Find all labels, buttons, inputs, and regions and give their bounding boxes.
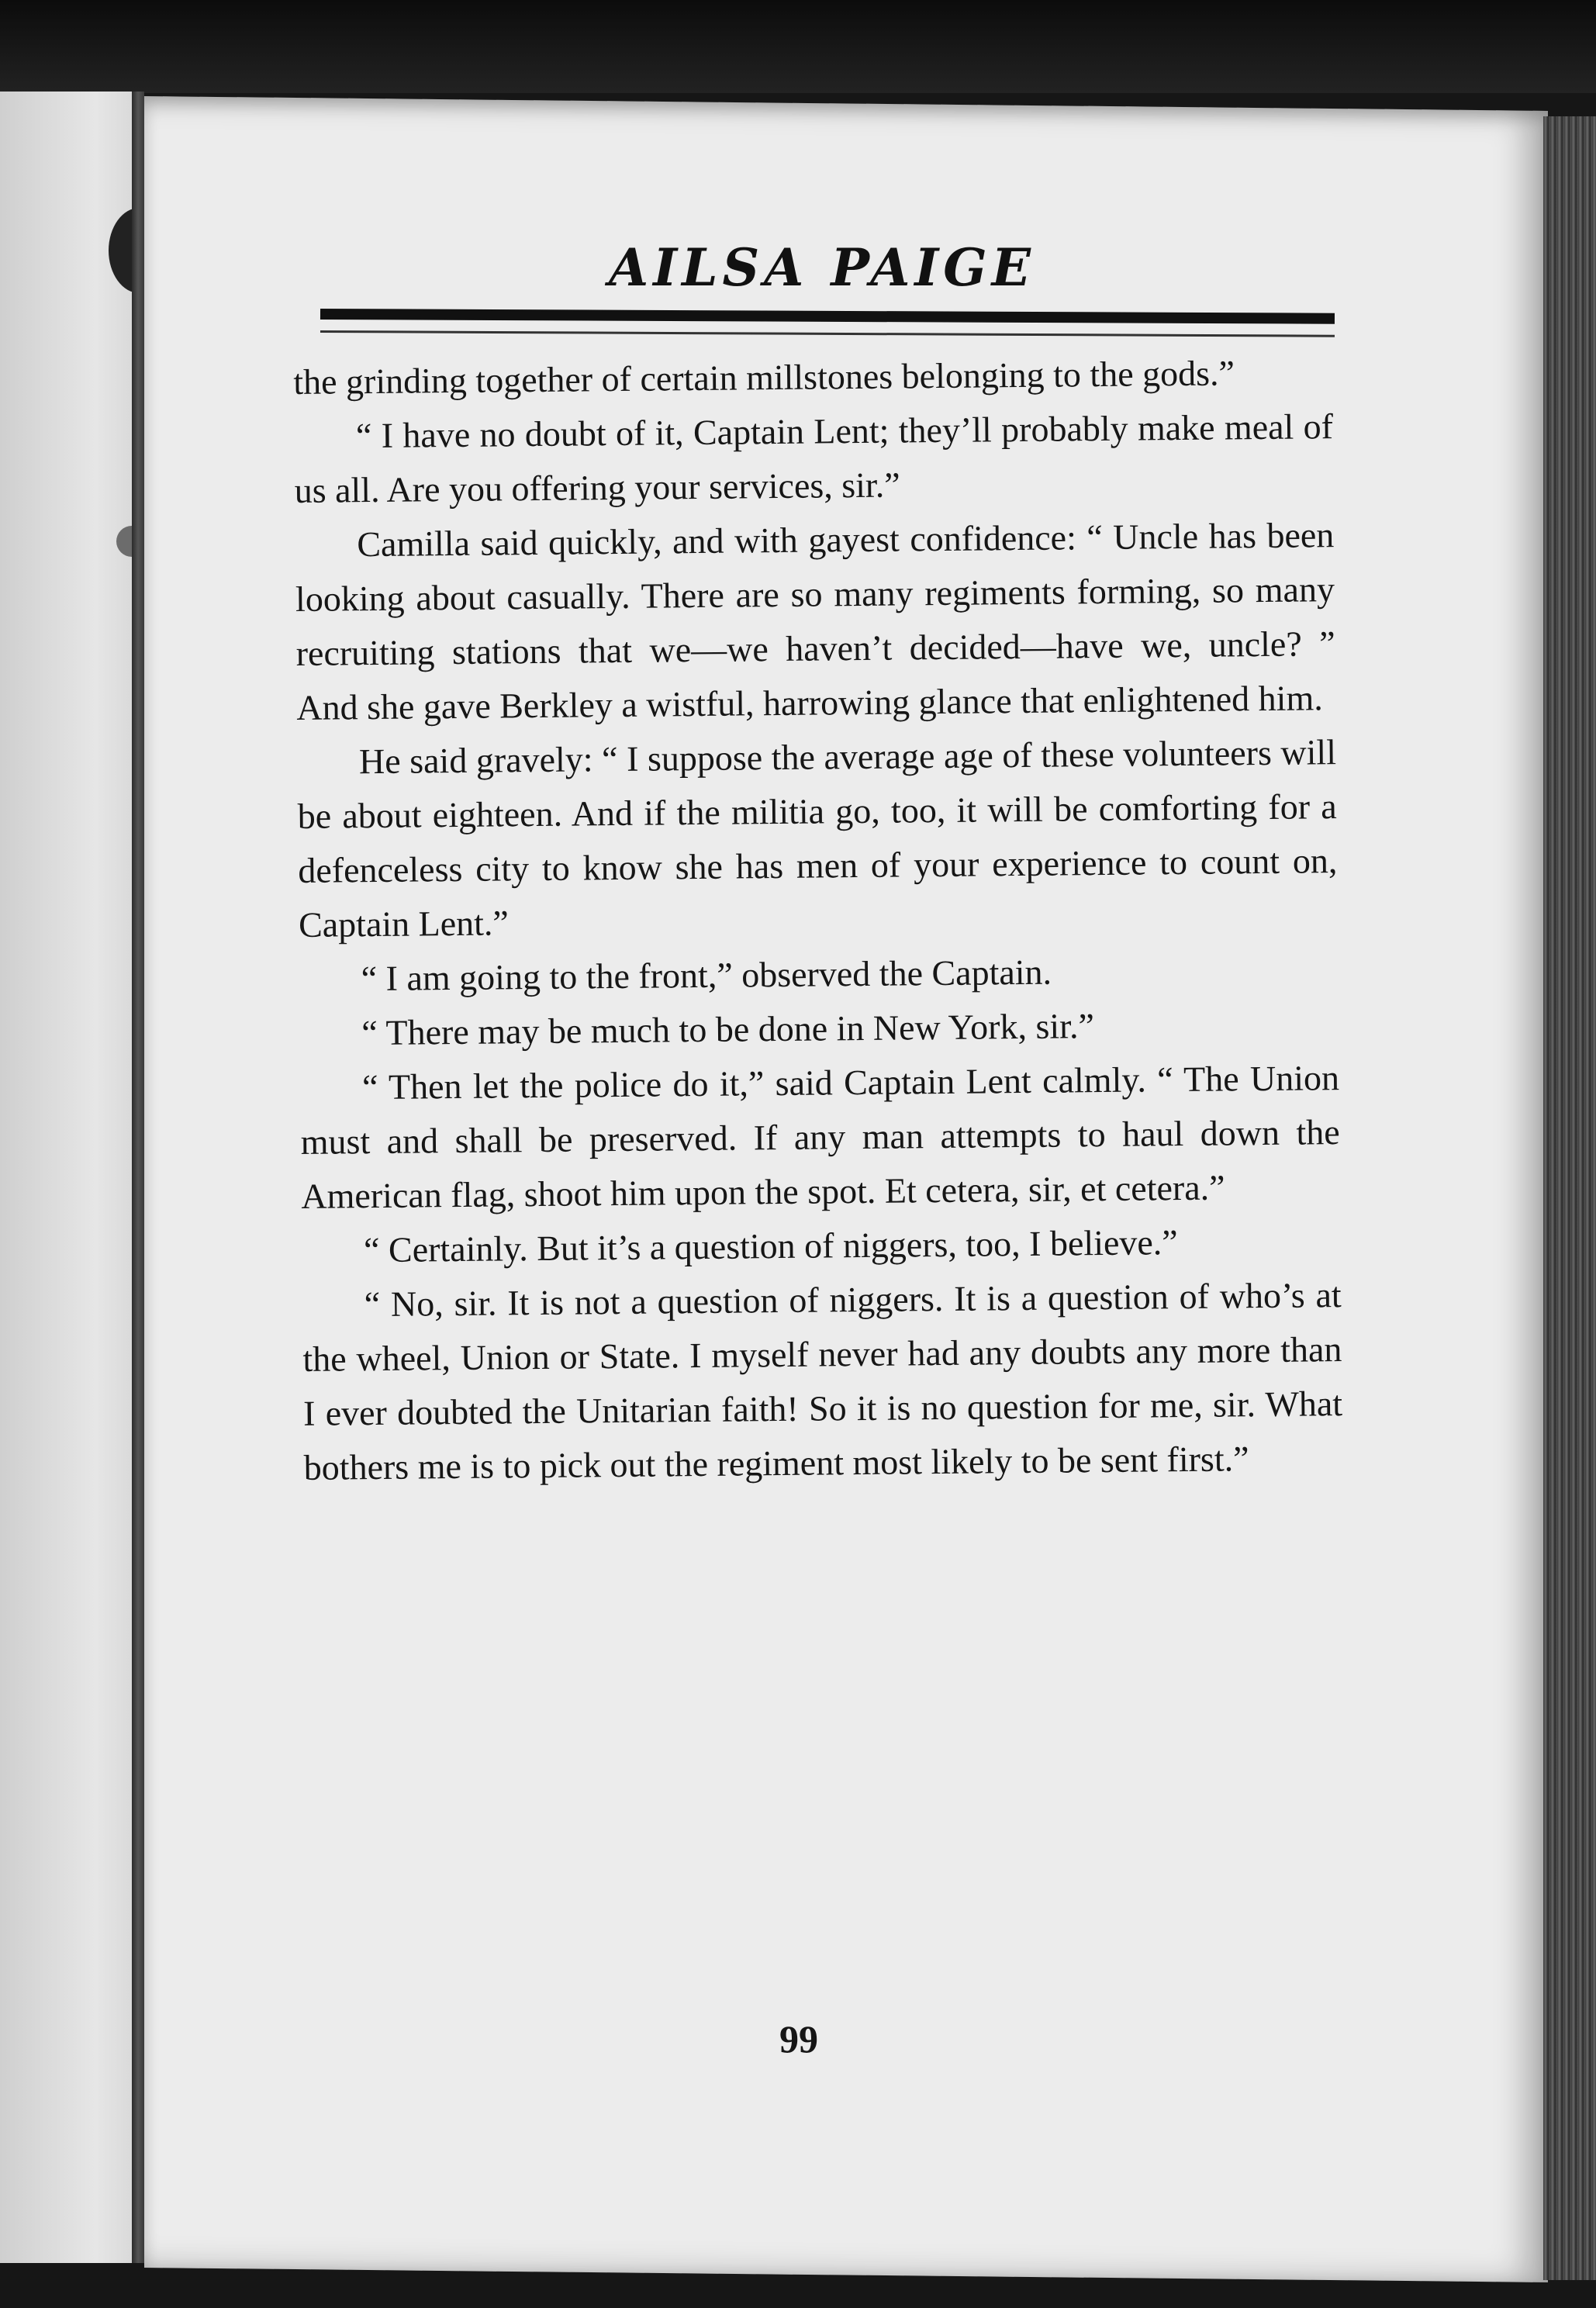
body-text [293, 345, 1343, 1495]
paragraph: “ There may be much to be done in New York, sir.” [361, 1006, 1095, 1053]
paragraph: the grinding together of certain millstones belonging to the gods.” [293, 353, 1235, 402]
paragraph: “ Certainly. But it’s a question of niggers, too, I believe.” [363, 1222, 1178, 1270]
paragraph: Camilla said quickly, and with gayest confidence: “ Uncle has been looking about casually. There are so many regiments forming, so many recruiting stations that we—we haven’t decided—have we, uncle? ” And she gave Berkley a wistful, harrowing glance that enlightened him. [295, 515, 1335, 727]
paragraph: “ Then let the police do it,” said Captain Lent calmly. “ The Union must and shall be preserved. If any man attempts to haul down the American flag, shoot him upon the spot. Et cetera, sir, et cetera.” [300, 1058, 1340, 1216]
book-gutter [132, 92, 144, 2263]
page-stack-edge [1543, 116, 1596, 2280]
facing-page-edge [0, 92, 136, 2263]
paragraph: He said gravely: “ I suppose the average age of these volunteers will be about eighteen. And if the militia go, too, it will be comforting for a defenceless city to know she has men of your experience to count on, Captain Lent.” [297, 732, 1338, 945]
scan-top-border [0, 0, 1596, 93]
page-number: 99 [779, 2017, 818, 2061]
paragraph: “ No, sir. It is not a question of niggers. It is a question of who’s at the wheel, Union or State. I myself never had any doubts any more than I ever doubted the Unitarian faith! So it is no question for me, sir. What bothers me is to pick out the regiment most likely to be sent first.” [302, 1275, 1343, 1487]
paragraph: “ I am going to the front,” observed the Captain. [361, 952, 1052, 999]
running-head: AILSA PAIGE [609, 237, 1035, 298]
paragraph: “ I have no doubt of it, Captain Lent; they’ll probably make meal of us all. Are you offering your services, sir.” [294, 406, 1334, 510]
